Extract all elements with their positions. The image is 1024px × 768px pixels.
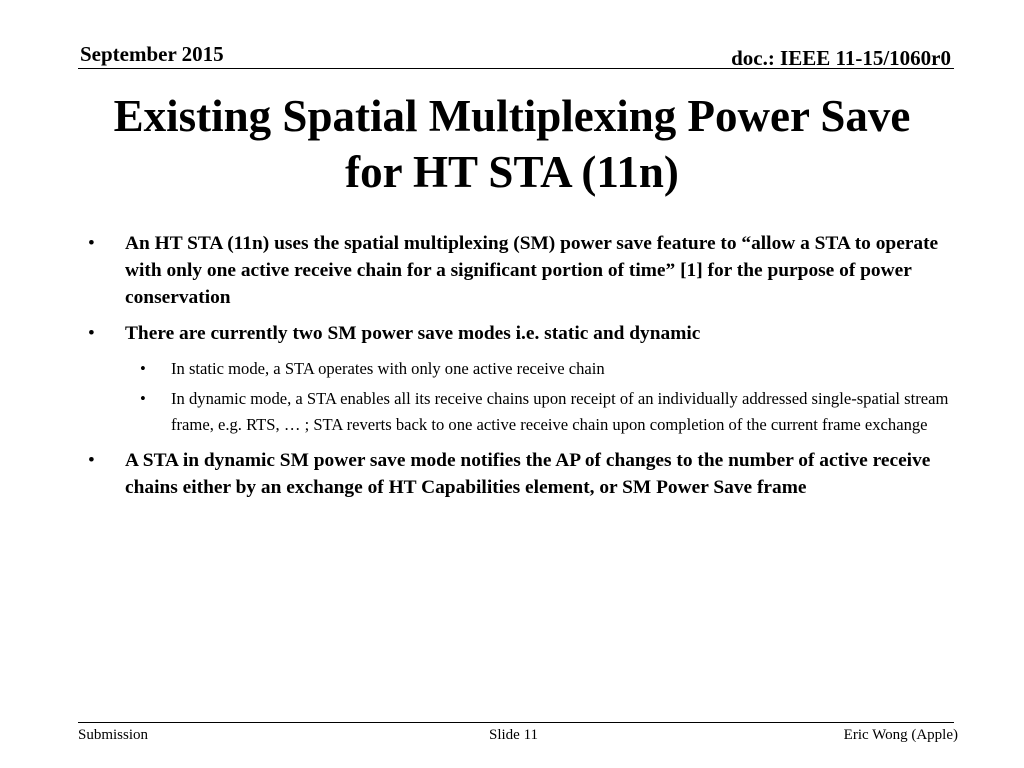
sub-bullet-dot: • bbox=[140, 389, 146, 408]
footer-slide-number: Slide 11 bbox=[489, 727, 539, 743]
sub-bullet-text: In dynamic mode, a STA enables all its receive chains upon receipt of an individually addressed single-spatial stream frame, e.g. RTS, … ; STA reverts back to one active receive chain upon completion of the current frame exchange bbox=[171, 389, 949, 434]
bullet-text: There are currently two SM power save modes i.e. static and dynamic bbox=[125, 323, 701, 344]
bullet-item bbox=[84, 320, 954, 347]
bullet-dot: • bbox=[88, 450, 95, 471]
sub-bullet-item bbox=[84, 356, 954, 382]
sub-bullet-text: In static mode, a STA operates with only one active receive chain bbox=[171, 359, 605, 378]
bullet-item bbox=[84, 230, 954, 311]
bullet-item bbox=[84, 447, 954, 501]
slide-title-line-2: for HT STA (11n) bbox=[345, 147, 679, 197]
footer-submission: Submission bbox=[78, 727, 149, 743]
bullet-dot: • bbox=[88, 233, 95, 254]
slide-title-line-1: Existing Spatial Multiplexing Power Save bbox=[113, 91, 911, 141]
footer-divider bbox=[78, 722, 954, 723]
slide-title bbox=[60, 88, 964, 200]
bullet-text: An HT STA (11n) uses the spatial multiplexing (SM) power save feature to “allow a STA to operate with only one active receive chain for a significant portion of time” [1] for the purpose of power conservation bbox=[125, 233, 939, 308]
header-date: September 2015 bbox=[80, 42, 224, 66]
footer-author: Eric Wong (Apple) bbox=[843, 727, 958, 743]
header-divider bbox=[78, 68, 954, 69]
header-doc-id: doc.: IEEE 11-15/1060r0 bbox=[731, 46, 951, 70]
sub-bullet-dot: • bbox=[140, 359, 146, 378]
slide-body bbox=[84, 230, 954, 510]
bullet-dot: • bbox=[88, 323, 95, 344]
sub-bullet-item bbox=[84, 386, 954, 438]
bullet-text: A STA in dynamic SM power save mode notifies the AP of changes to the number of active receive chains either by an exchange of HT Capabilities element, or SM Power Save frame bbox=[125, 450, 931, 498]
